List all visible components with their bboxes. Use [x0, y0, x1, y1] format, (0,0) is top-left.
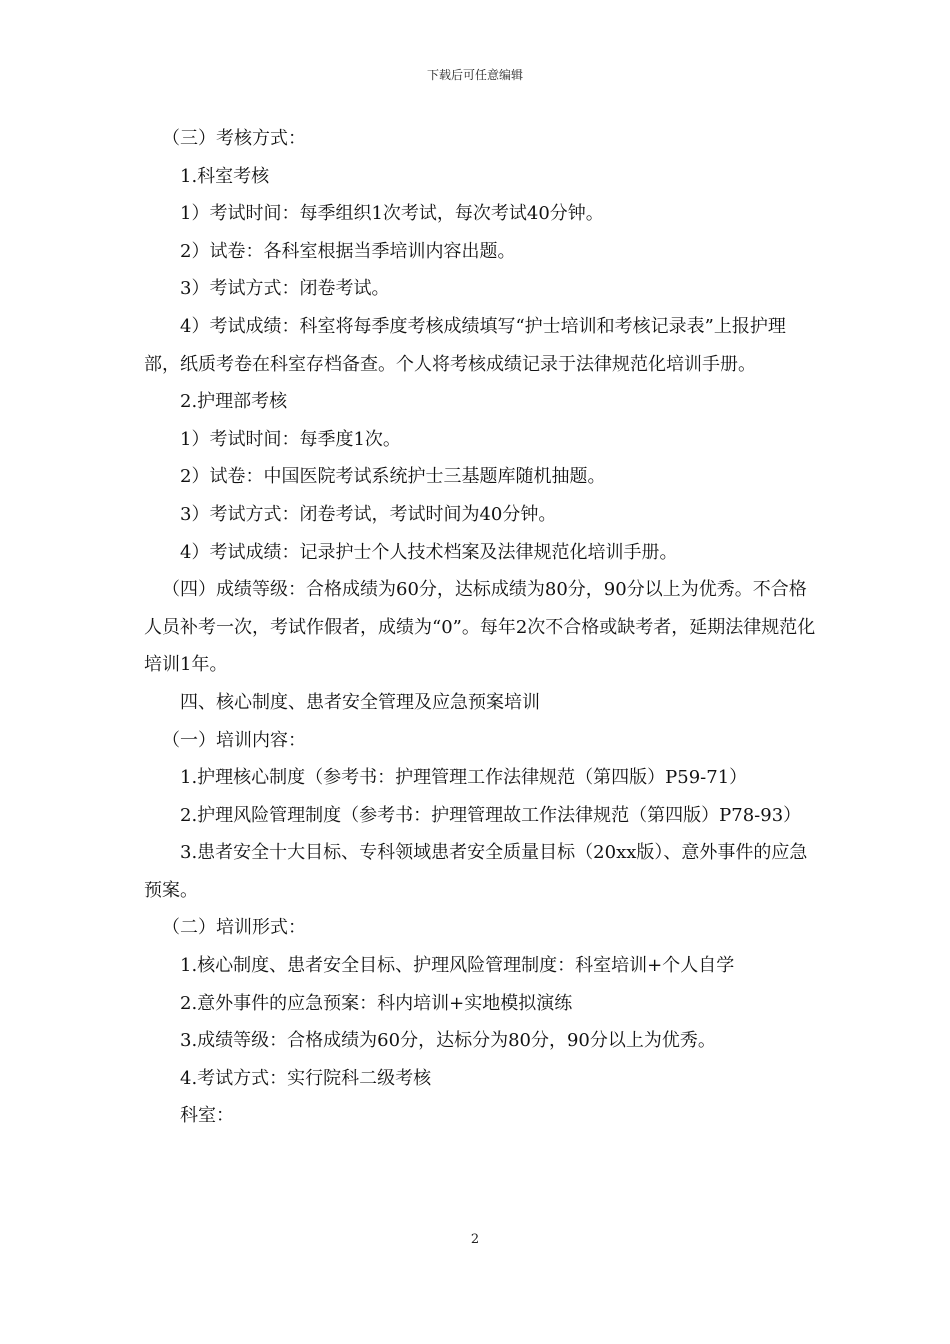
chapter-heading-core-systems: 四、核心制度、患者安全管理及应急预案培训: [180, 691, 540, 713]
paragraph-core-system: 1.护理核心制度（参考书：护理管理工作法律规范（第四版）P59-71）: [180, 767, 748, 789]
paragraph-training-core: 1.核心制度、患者安全目标、护理风险管理制度：科室培训+个人自学: [180, 955, 735, 977]
subsection-nursing-dept-assessment: 2.护理部考核: [180, 391, 288, 413]
section-grade-levels: （四）成绩等级：合格成绩为60分，达标成绩为80分，90分以上为优秀。不合格人员补考一次，考试作假者，成绩为“0”。每年2次不合格或缺考者，延期法律规范化培训1年。: [144, 579, 816, 676]
page-header: 下载后可任意编辑: [426, 68, 523, 82]
document-body: [144, 120, 820, 1135]
paragraph-department-label: 科室：: [180, 1105, 234, 1127]
paragraph-training-emergency: 2.意外事件的应急预案：科内培训+实地模拟演练: [180, 992, 573, 1014]
page-number: 2: [470, 1232, 480, 1247]
paragraph-patient-safety: 3.患者安全十大目标、专科领域患者安全质量目标（20xx版）、意外事件的应急预案。: [144, 842, 808, 901]
paragraph-nursing-exam-paper: 2）试卷：中国医院考试系统护士三基题库随机抽题。: [180, 466, 606, 488]
paragraph-exam-paper: 2）试卷：各科室根据当季培训内容出题。: [180, 240, 516, 262]
paragraph-risk-management: 2.护理风险管理制度（参考书：护理管理故工作法律规范（第四版）P78-93）: [180, 804, 802, 826]
section-heading-training-content: （一）培训内容：: [162, 729, 306, 751]
section-heading-training-form: （二）培训形式：: [162, 917, 306, 939]
subsection-department-assessment: 1.科室考核: [180, 165, 270, 187]
paragraph-nursing-exam-method: 3）考试方式：闭卷考试，考试时间为40分钟。: [180, 503, 557, 525]
paragraph-training-exam-method: 4.考试方式：实行院科二级考核: [180, 1067, 432, 1089]
paragraph-exam-results: 4）考试成绩：科室将每季度考核成绩填写“护士培训和考核记录表”上报护理部，纸质考卷在科室存档备查。个人将考核成绩记录于法律规范化培训手册。: [144, 315, 786, 375]
paragraph-exam-method: 3）考试方式：闭卷考试。: [180, 278, 390, 300]
paragraph-training-grades: 3.成绩等级：合格成绩为60分，达标分为80分，90分以上为优秀。: [180, 1030, 716, 1052]
paragraph-exam-time: 1）考试时间：每季组织1次考试，每次考试40分钟。: [180, 203, 604, 225]
paragraph-nursing-exam-results: 4）考试成绩：记录护士个人技术档案及法律规范化培训手册。: [180, 541, 678, 563]
section-heading-assessment-method: （三）考核方式：: [162, 128, 306, 149]
paragraph-nursing-exam-time: 1）考试时间：每季度1次。: [180, 428, 401, 450]
